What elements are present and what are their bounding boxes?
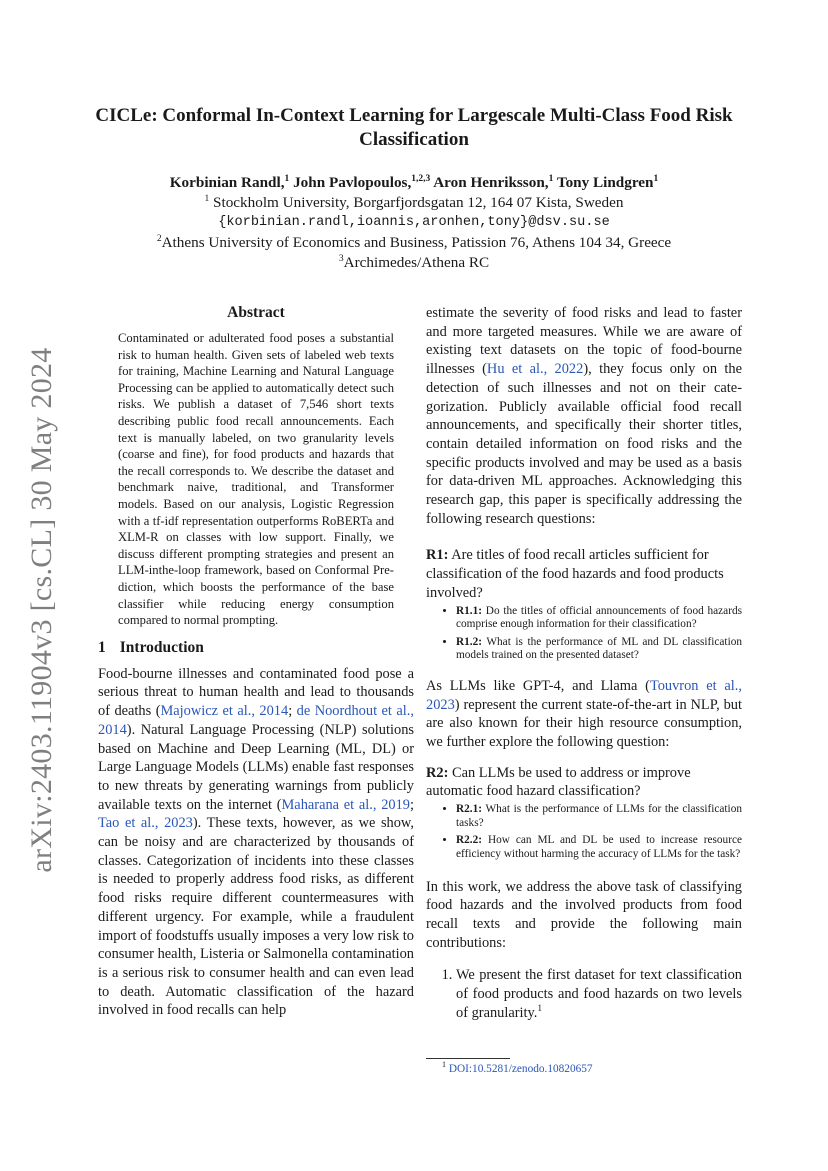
affiliation-1 — [90, 193, 738, 213]
r1-subquestions — [426, 605, 742, 663]
subquestion-text: What is the performance of ML and DL classification models trained on the presented dataset? — [456, 635, 742, 662]
footnote-number: 1 — [442, 1060, 446, 1070]
text-run: ; — [410, 796, 414, 813]
subquestion-text: How can ML and DL be used to increase resource efficiency without harming the accuracy of LLMs for the task? — [456, 834, 742, 860]
footnote-marker[interactable]: 1 — [537, 1003, 543, 1014]
arxiv-sidebar-stamp — [22, 347, 62, 873]
rq-label: R1: — [426, 547, 449, 564]
r2-subquestions — [426, 803, 742, 861]
abstract-heading: Abstract — [227, 304, 285, 321]
text-run: As LLMs like GPT-4, and Llama ( — [426, 677, 650, 694]
llm-paragraph — [426, 677, 742, 752]
author-emails: {korbinian.randl,ioannis,aronhen,tony}@dsv.su.se — [218, 215, 610, 230]
author-name: Tony Lindgren — [556, 174, 654, 191]
affil-sup: 1 — [204, 193, 210, 204]
affiliation-2 — [90, 233, 738, 253]
arxiv-id: arXiv:2403.11904v3 [cs.CL] 30 May 2024 — [25, 347, 58, 873]
author-affil-sup: 1 — [284, 173, 290, 184]
author-affil-sup: 1 — [548, 173, 554, 184]
research-question-r1 — [426, 546, 742, 602]
affiliation-3 — [90, 253, 738, 273]
text-run: ), they focus only on the detection of such illnesses and not on their categorization. Publicly available official food recall announcements, and specifically their shorter titles, contain detailed information on food risks and the specific products involved and may be used as a basis for data-driven ML approaches. Acknowledging this research gap, this paper is specifically addressing the following research questions: — [426, 361, 742, 527]
research-question-r2 — [426, 764, 742, 801]
text-run: ). Natural Language Processing (NLP) solutions based on Machine and Deep Learning (ML, DL) or Large Language Models (LLMs) enable fast responses to new threats by generating warnings from publicly available texts on the internet ( — [98, 721, 414, 813]
rq-text: Can LLMs be used to address or improve automatic food hazard classification? — [426, 764, 691, 800]
author-name: Korbinian Randl, — [169, 174, 285, 191]
citation-link[interactable]: Touvron et al., 2023 — [426, 677, 742, 713]
subquestion-label: R1.2: — [456, 635, 483, 648]
left-column — [98, 304, 414, 1020]
text-run: estimate the severity of food risks and lead to faster and more targeted measures. While we are aware of existing text datasets on the topic of food-bourne illnesses ( — [426, 305, 742, 378]
affil-sup: 2 — [156, 233, 162, 244]
section-heading-introduction — [98, 639, 414, 657]
citation-link[interactable]: Tao et al., 2023 — [98, 815, 193, 832]
doi-link[interactable]: DOI:10.5281/zenodo.10820657 — [448, 1063, 593, 1075]
footnote — [442, 1060, 593, 1075]
affil-text: Stockholm University, Borgarfjordsgatan 12, 164 07 Kista, Sweden — [209, 194, 624, 211]
work-paragraph: In this work, we address the above task of classifying food hazards and the involved products from food recall texts and provide the following main contributions: — [426, 878, 742, 951]
citation-link[interactable]: de Noordhout et al., 2014 — [98, 703, 414, 738]
contribution-text: We present the first dataset for text classification of food products and food hazards on two levels of granularity. — [456, 967, 742, 1021]
author-name: John Pavlopoulos, — [293, 174, 412, 191]
affil-text: Athens University of Economics and Business, Patission 76, Athens 104 34, Greece — [161, 234, 672, 251]
text-run: ) represent the current state-of-the-art in NLP, but are also known for their high resource consumption, we further explore the following question: — [426, 696, 742, 751]
subquestion-label: R1.1: — [456, 604, 483, 617]
author-block — [90, 173, 738, 273]
subquestion-item — [456, 803, 742, 830]
right-column — [426, 304, 742, 1022]
text-run: ; — [288, 703, 297, 720]
subquestion-item — [456, 834, 742, 861]
rq-label: R2: — [426, 764, 449, 781]
citation-link[interactable]: Maharana et al., 2019 — [281, 796, 410, 813]
text-run: ). These texts, however, as we show, can be noisy and are characterized by thousands of classes. Categorization of incidents into these classes is needed to properly address food risks, as different food risks require different countermeasures with different urgency. For example, while a fraudulent import of foodstuffs usually imposes a very low risk to consumer health, Listeria or Salmonella contamination is a serious risk to consumer health and can even lead to death. Automatic classification of the hazard involved in food recalls can help — [98, 815, 414, 1019]
footnote-rule — [426, 1058, 510, 1059]
paper-title: CICLe: Conformal In-Context Learning for Largescale Multi-Class Food Risk Classification — [95, 105, 733, 150]
section-title: Introduction — [119, 638, 204, 656]
section-number: 1 — [98, 638, 106, 656]
rq-text: Are titles of food recall articles sufficient for classification of the food hazards and food products involved? — [426, 547, 724, 601]
subquestion-item — [456, 636, 742, 663]
citation-link[interactable]: Majowicz et al., 2014 — [160, 703, 289, 720]
subquestion-label: R2.2: — [456, 834, 483, 847]
author-affil-sup: 1,2,3 — [411, 173, 431, 184]
affil-sup: 3 — [338, 253, 344, 264]
abstract-text: Contaminated or adulterated food poses a substantial risk to human health. Given sets of labeled web texts for training, Machine Learning and Natural Language Processing can be applied to automatically detect such risks. We publish a dataset of 7,546 short texts describing public food recall announcements. Each text is manually labeled, on two granularity levels (coarse and fine), for food products and hazards that the recall corresponds to. We describe the dataset and benchmark naive, traditional, and Transformer models. Based on our analysis, Logistic Regression with a tf-idf representation outperforms RoBERTa and XLM-R on classes with low support. Finally, we discuss different prompting strategies and present an LLM-inthe-loop framework, based on Conformal Prediction, which boosts the performance of the base classifier while reducing energy consumption compared to normal prompting. — [118, 331, 394, 628]
author-list — [90, 173, 738, 193]
intro-paragraph-2 — [426, 304, 742, 528]
text-run: Food-bourne illnesses and contaminated food pose a serious threat to human health and lead to thousands of deaths ( — [98, 665, 414, 720]
subquestion-item — [456, 605, 742, 632]
citation-link[interactable]: Hu et al., 2022 — [486, 361, 584, 378]
author-affil-sup: 1 — [653, 173, 659, 184]
contribution-item — [456, 966, 742, 1022]
intro-paragraph-1 — [98, 665, 414, 1020]
contributions-list — [426, 966, 742, 1022]
author-name: Aron Henriksson, — [433, 174, 549, 191]
subquestion-text: Do the titles of official announcements of food hazards comprise enough information for their classification? — [456, 604, 742, 631]
affil-text: Archimedes/Athena RC — [343, 254, 490, 271]
subquestion-text: What is the performance of LLMs for the classification tasks? — [456, 803, 742, 829]
subquestion-label: R2.1: — [456, 803, 483, 816]
